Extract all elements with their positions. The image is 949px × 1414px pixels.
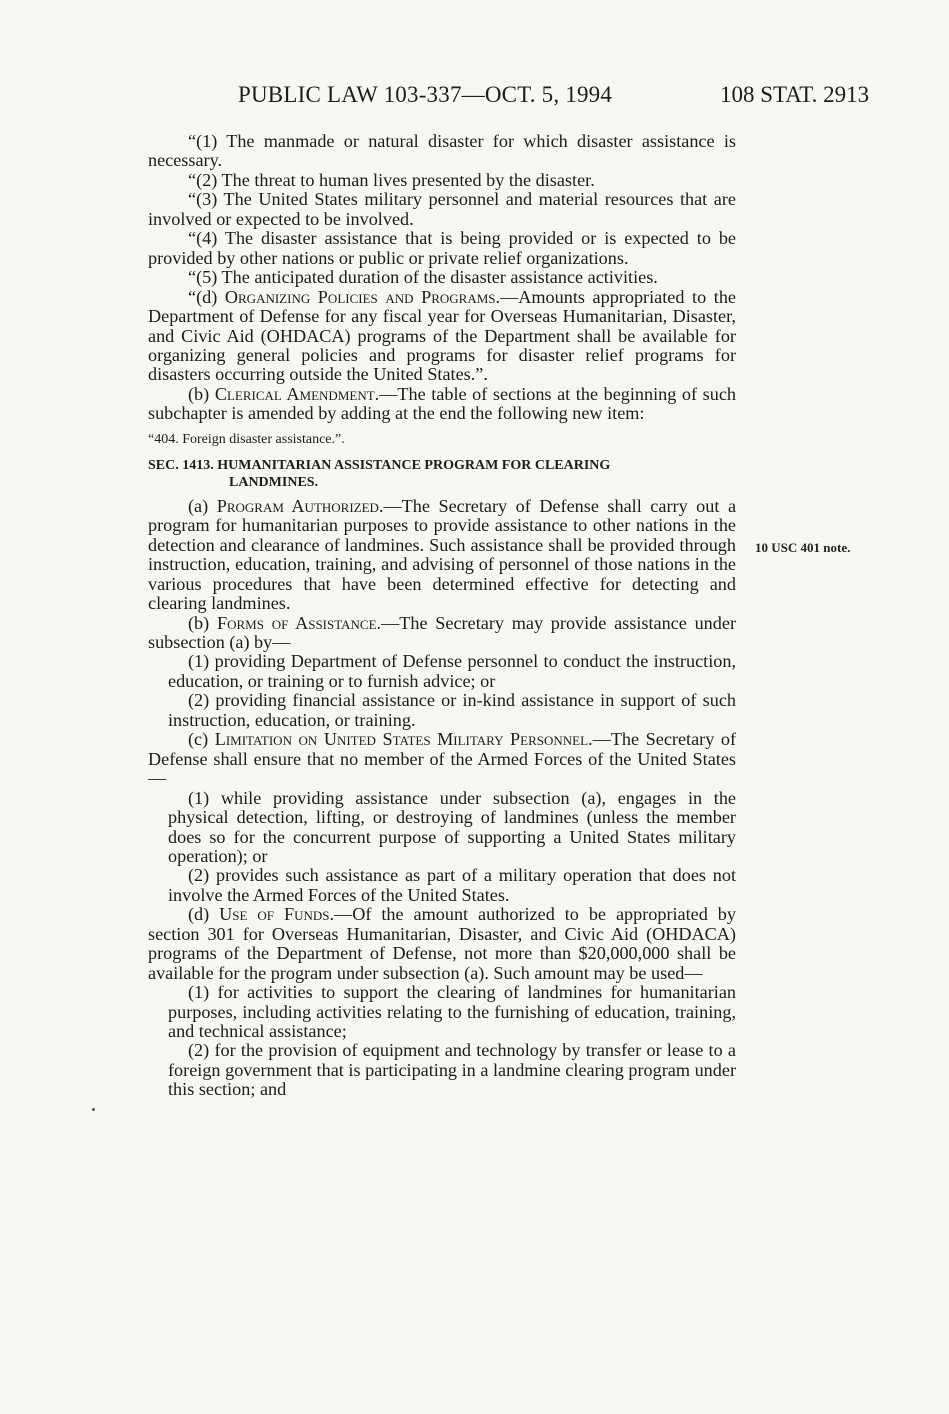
subsection-label: (b)	[188, 383, 210, 404]
subsection-label: (a)	[188, 495, 209, 516]
subsection-text: —The Secretary may provide assistance under subsection (a) by—	[148, 612, 736, 652]
margin-note: 10 USC 401 note.	[755, 540, 851, 555]
table-of-sections-item: “404. Foreign disaster assistance.”.	[148, 431, 345, 447]
subsection-heading: Forms of Assistance.	[216, 612, 382, 633]
subsection-clerical-amendment	[148, 385, 736, 424]
section-heading-line-2: LANDMINES.	[229, 474, 319, 490]
paragraph-quoted-3: “(3) The United States military personnel and material resources that are involved or expected to be involved.	[148, 189, 736, 229]
subsection-use-of-funds	[148, 905, 736, 983]
subsection-text: —The Secretary of Defense shall carry out a program for humanitarian purposes to provide assistance to other nations in the detection and clearance of landmines. Such assistance shall be provided through instruction, education, training, and advising of personnel of those nations in the various procedures that have been determined effective for detecting and clearing landmines.	[148, 495, 737, 614]
subsection-heading: Limitation on United States Military Personnel.	[214, 729, 593, 750]
section-heading-line-1: SEC. 1413. HUMANITARIAN ASSISTANCE PROGRAM FOR CLEARING	[148, 457, 611, 473]
subsection-label: (b)	[188, 612, 210, 633]
stray-mark	[92, 1108, 95, 1111]
paragraph-item: (1) while providing assistance under subsection (a), engages in the physical detection, lifting, or destroying of landmines (unless the member does so for the concurrent purpose of supporting a United States military operation); or	[168, 787, 736, 866]
document-body	[148, 132, 736, 1100]
paragraph-item: (1) for activities to support the clearing of landmines for humanitarian purposes, including activities relating to the furnishing of education, training, and technical assistance;	[168, 982, 736, 1042]
running-header-page-number: 108 STAT. 2913	[720, 82, 870, 107]
subsection-limitation	[148, 730, 736, 788]
section-heading	[148, 457, 736, 491]
paragraph-item: (2) provides such assistance as part of a military operation that does not involve the Armed Forces of the United States.	[168, 865, 736, 905]
subsection-label: (d)	[188, 904, 210, 925]
subsection-forms-of-assistance	[148, 614, 736, 653]
subsection-program-authorized	[148, 497, 736, 614]
subsection-label: (c)	[188, 729, 209, 750]
subsection-organizing-policies	[148, 288, 736, 385]
subsection-heading: Clerical Amendment.	[214, 383, 380, 404]
paragraph-item: (1) providing Department of Defense personnel to conduct the instruction, education, or training or to furnish advice; or	[168, 651, 736, 691]
paragraph-quoted-5: “(5) The anticipated duration of the disaster assistance activities.	[188, 267, 658, 288]
subsection-heading: Program Authorized.	[216, 495, 384, 516]
subsection-label: “(d)	[188, 286, 218, 307]
paragraph-quoted-1: “(1) The manmade or natural disaster for which disaster assistance is necessary.	[148, 131, 736, 171]
paragraph-quoted-4: “(4) The disaster assistance that is being provided or is expected to be provided by other nations or public or private relief organizations.	[148, 228, 736, 268]
paragraph-item: (2) for the provision of equipment and technology by transfer or lease to a foreign government that is participating in a landmine clearing program under this section; and	[168, 1040, 736, 1100]
subsection-text: —The table of sections at the beginning of such subchapter is amended by adding at the end the following new item:	[148, 383, 737, 424]
paragraph-quoted-2: “(2) The threat to human lives presented by the disaster.	[188, 169, 595, 190]
subsection-text: —Of the amount authorized to be appropriated by section 301 for Overseas Humanitarian, Disaster, and Civic Aid (OHDACA) programs of the Department of Defense, not more than $20,000,000 shall be available for the program under subsection (a). Such amount may be used—	[148, 904, 736, 983]
paragraph-item: (2) providing financial assistance or in-kind assistance in support of such instruction, education, or training.	[168, 690, 736, 730]
running-header-title: PUBLIC LAW 103-337—OCT. 5, 1994	[238, 82, 613, 107]
subsection-text: —Amounts appropriated to the Department of Defense for any fiscal year for Overseas Humanitarian, Disaster, and Civic Aid (OHDACA) programs of the Department shall be available for organizing general policies and programs for disaster relief programs for disasters occurring outside the United States.”.	[148, 286, 736, 385]
subsection-heading: Organizing Policies and Programs.	[224, 286, 501, 307]
subsection-text: —The Secretary of Defense shall ensure that no member of the Armed Forces of the United States—	[148, 729, 736, 789]
subsection-heading: Use of Funds.	[219, 904, 335, 925]
